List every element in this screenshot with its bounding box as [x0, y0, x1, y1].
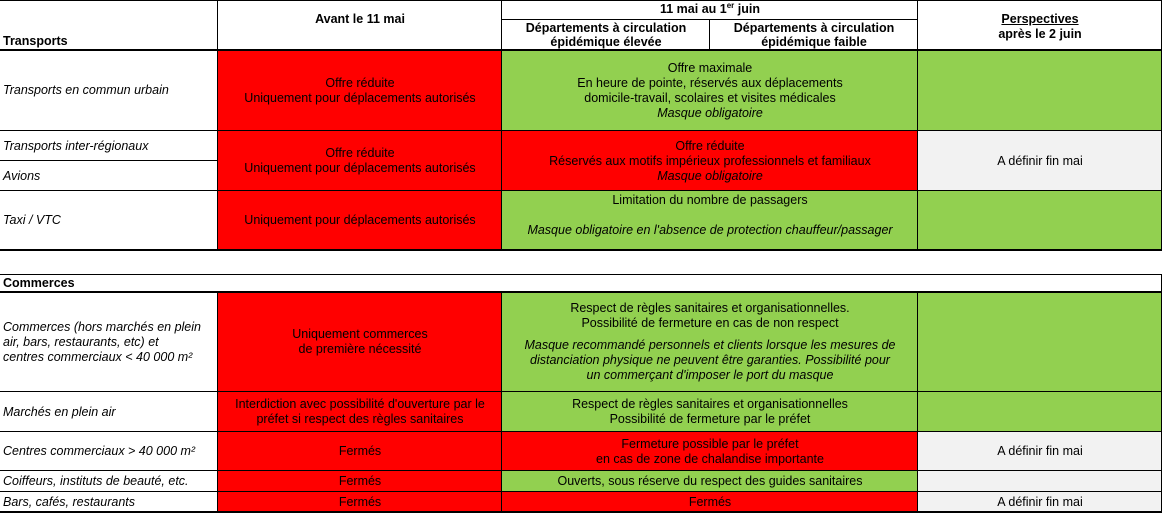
grid-line-r2 — [0, 190, 1162, 191]
grid-vline-918-b — [917, 292, 918, 512]
grid-vline-710 — [709, 19, 710, 50]
grid-vline-218-b — [217, 292, 218, 512]
row-label-malls: Centres commerciaux > 40 000 m² — [3, 444, 196, 458]
interregional-perspective-cell: A définir fin mai — [918, 131, 1162, 191]
row-label-bars: Bars, cafés, restaurants — [3, 494, 136, 509]
bars-period-cell: Fermés — [502, 492, 918, 512]
commerces-perspective-cell — [918, 292, 1162, 392]
period-heading: 11 mai au 1er juin — [660, 0, 760, 16]
dept-high-line2: épidémique élevée — [550, 34, 662, 49]
header-dept-low-cell — [710, 19, 918, 50]
urban-perspective-cell — [918, 50, 1162, 131]
header-before-cell — [218, 0, 502, 50]
before-heading: Avant le 11 mai — [315, 12, 405, 26]
transports-heading: Transports — [3, 34, 68, 48]
hairdressers-period-cell: Ouverts, sous réserve du respect des guides sanitaires — [502, 471, 918, 492]
urban-period-cell: Offre maximale En heure de pointe, réservés aux déplacements domicile-travail, scolaires et visites médicales Masque obligatoire — [502, 50, 918, 131]
grid-line-c2 — [0, 431, 1162, 432]
row-label-taxi: Taxi / VTC — [3, 213, 61, 227]
grid-line-r1 — [0, 130, 1162, 131]
taxi-perspective-cell — [918, 191, 1162, 250]
grid-line-avions — [0, 160, 218, 161]
markets-before-cell: Interdiction avec possibilité d'ouverture par le préfet si respect des règles sanitaires — [218, 392, 502, 432]
commerces-period-cell: Respect de règles sanitaires et organisationnelles. Possibilité de fermeture en cas de non respect Masque recommandé personnels et clients lorsque les mesures de distanciation physique ne peuvent être garanties. Possibilité pour un commerçant d'imposer le port du masque — [502, 292, 918, 392]
taxi-period-cell: Limitation du nombre de passagers Masque obligatoire en l'absence de protection chauffeur/passager — [502, 191, 918, 250]
urban-before-cell: Offre réduite Uniquement pour déplacements autorisés — [218, 50, 502, 131]
grid-line-top — [0, 0, 1162, 1]
taxi-before-cell: Uniquement pour déplacements autorisés — [218, 191, 502, 250]
grid-vline-right-b — [1161, 275, 1162, 512]
hairdressers-perspective-cell — [918, 471, 1162, 492]
row-label-markets: Marchés en plein air — [3, 404, 116, 419]
row-label-hairdressers: Coiffeurs, instituts de beauté, etc. — [3, 474, 189, 488]
grid-vline-218-a — [217, 0, 218, 250]
header-dept-high-cell — [502, 19, 710, 50]
grid-line-c4 — [0, 491, 1162, 492]
grid-line-commerces-header — [0, 291, 1162, 293]
hairdressers-before-cell: Fermés — [218, 471, 502, 492]
grid-vline-502-b — [501, 292, 502, 512]
row-label-avions: Avions — [3, 168, 41, 183]
bars-perspective-cell: A définir fin mai — [918, 492, 1162, 512]
interregional-period-cell: Offre réduite Réservés aux motifs impérieux professionnels et familiaux Masque obligatoire — [502, 131, 918, 191]
markets-period-cell: Respect de règles sanitaires et organisationnelles Possibilité de fermeture par le préfet — [502, 392, 918, 432]
grid-line-c3 — [0, 470, 1162, 471]
grid-vline-918-a — [917, 0, 918, 250]
grid-line-bottom — [0, 511, 1162, 513]
commerces-before-cell: Uniquement commerces de première nécessité — [218, 292, 502, 392]
dept-high-line1: Départements à circulation — [525, 20, 687, 35]
perspectives-line2: après le 2 juin — [998, 27, 1082, 41]
markets-perspective-cell — [918, 392, 1162, 432]
malls-before-cell: Fermés — [218, 432, 502, 471]
grid-line-c1 — [0, 391, 1162, 392]
grid-vline-right-a — [1161, 0, 1162, 250]
grid-line-commerces-top — [0, 274, 1162, 275]
header-perspectives-cell — [918, 0, 1162, 50]
grid-line-header-bottom — [0, 49, 1162, 51]
row-label-interregional: Transports inter-régionaux — [3, 138, 149, 153]
row-label-commerces: Commerces (hors marchés en plein air, bars, restaurants, etc) et centres commerciaux < 40 000 m² — [3, 319, 201, 364]
malls-period-cell: Fermeture possible par le préfet en cas de zone de chalandise importante — [502, 432, 918, 471]
perspectives-line1: Perspectives — [1001, 12, 1079, 26]
header-period-cell — [502, 0, 918, 19]
bars-before-cell: Fermés — [218, 492, 502, 512]
malls-perspective-cell: A définir fin mai — [918, 432, 1162, 471]
grid-line-period-split — [502, 19, 918, 20]
dept-low-line1: Départements à circulation — [733, 20, 895, 35]
dept-low-line2: épidémique faible — [761, 34, 867, 49]
commerces-section-heading: Commerces — [3, 276, 75, 290]
grid-vline-502-a — [501, 0, 502, 250]
interregional-before-cell: Offre réduite Uniquement pour déplacements autorisés — [218, 131, 502, 191]
row-label-urban: Transports en commun urbain — [3, 83, 169, 97]
grid-line-transports-bottom — [0, 249, 1162, 251]
header-transports-cell — [0, 0, 218, 50]
